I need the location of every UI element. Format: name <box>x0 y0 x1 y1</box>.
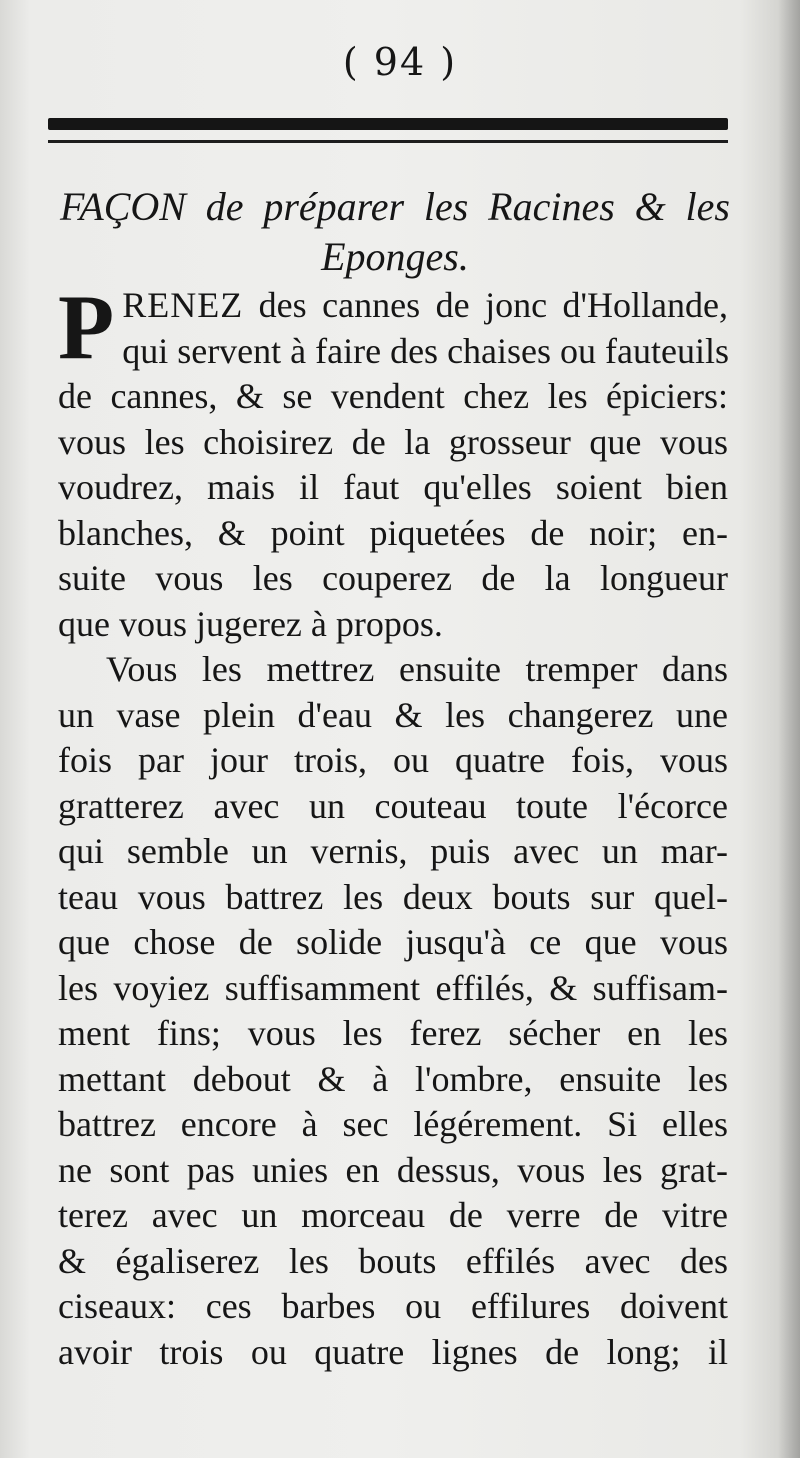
header-rule-thick <box>48 118 728 130</box>
text-line: battrez encore à sec légérement. Si elles <box>58 1104 728 1144</box>
text-line: suite vous les couperez de la longueur <box>58 558 728 598</box>
section-title <box>60 182 730 282</box>
text-line: avoir trois ou quatre lignes de long; il <box>58 1331 728 1372</box>
text-line: qui semble un vernis, puis avec un mar- <box>58 831 728 871</box>
text-line: Vous les mettrez ensuite tremper dans <box>106 649 728 689</box>
body-text <box>58 276 729 1375</box>
text-line: voudrez, mais il faut qu'elles soient bien <box>58 467 728 507</box>
page-edge-shadow <box>778 0 800 1458</box>
paragraph-1 <box>58 276 729 647</box>
text-line: de cannes, & se vendent chez les épiciers: <box>58 376 728 416</box>
first-word: RENEZ <box>122 285 244 325</box>
drop-cap: P <box>58 276 115 378</box>
title-line-2: Eponges. <box>321 234 469 279</box>
text-line: que vous jugerez à propos. <box>58 603 443 644</box>
text-line: ment fins; vous les ferez sécher en les <box>58 1013 728 1053</box>
title-line-1: FAÇON de préparer les Racines & les <box>60 184 730 229</box>
paragraph-2 <box>58 647 728 1375</box>
text-line: fois par jour trois, ou quatre fois, vous <box>58 740 728 780</box>
text-line: gratterez avec un couteau toute l'écorce <box>58 785 728 826</box>
text-line: teau vous battrez les deux bouts sur quel- <box>58 876 728 917</box>
text-line: un vase plein d'eau & les changerez une <box>58 694 728 735</box>
text-line: qui servent à faire des chaises ou fauteuils <box>122 330 729 371</box>
text-line: les voyiez suffisamment effilés, & suffisam- <box>58 967 728 1008</box>
header-rule-thin <box>48 140 728 143</box>
page-number: ( 94 ) <box>342 40 458 84</box>
text-line-rest: des cannes de jonc d'Hollande, <box>243 285 728 325</box>
text-line <box>58 283 728 329</box>
text-line: & égaliserez les bouts effilés avec des <box>58 1240 728 1281</box>
text-line: que chose de solide jusqu'à ce que vous <box>58 922 728 962</box>
text-line: terez avec un morceau de verre de vitre <box>58 1195 728 1235</box>
text-line: blanches, & point piquetées de noir; en- <box>58 512 728 553</box>
text-line: mettant debout & à l'ombre, ensuite les <box>58 1058 728 1099</box>
text-line: vous les choisirez de la grosseur que vous <box>58 421 728 462</box>
text-line: ciseaux: ces barbes ou effilures doivent <box>58 1286 728 1326</box>
text-line: ne sont pas unies en dessus, vous les grat- <box>58 1149 728 1190</box>
